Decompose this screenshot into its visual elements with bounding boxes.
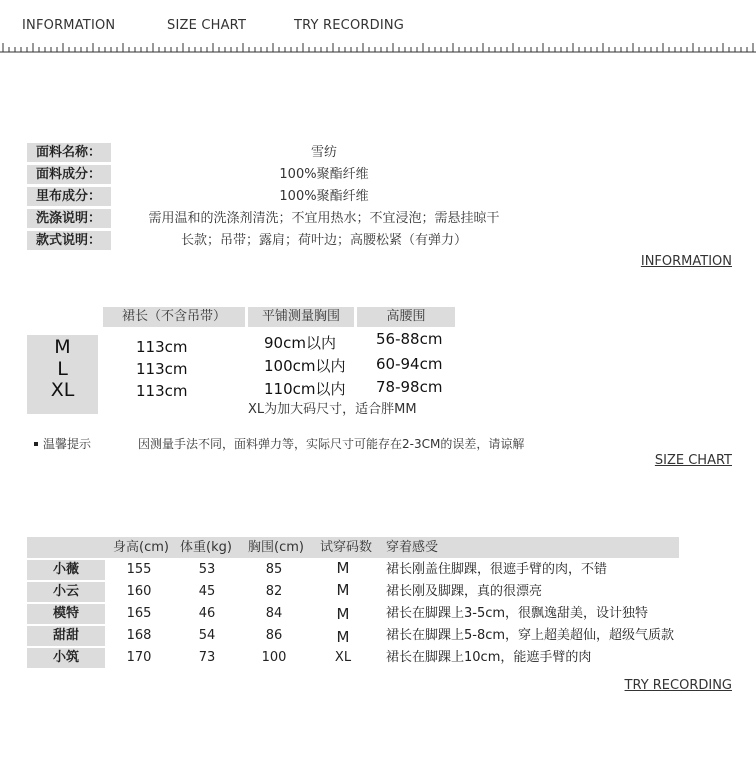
fabric-name-value: 雪纺 xyxy=(310,145,337,160)
rec-row-5-size: XL xyxy=(334,650,352,665)
fabric-name-label: 面料名称： xyxy=(27,143,111,162)
rec-header-feeling: 穿着感受 xyxy=(386,540,439,555)
rec-row-4-weight: 54 xyxy=(198,628,216,643)
rec-header-height: 身高(cm) xyxy=(113,540,169,555)
fabric-composition-value: 100%聚酯纤维 xyxy=(279,167,369,182)
nav-information[interactable]: INFORMATION xyxy=(22,18,116,33)
rec-row-1-height: 155 xyxy=(126,562,152,577)
rec-row-4-bust: 86 xyxy=(265,628,283,643)
rec-row-4-feeling: 裙长在脚踝上5-8cm，穿上超美超仙，超级气质款 xyxy=(386,628,675,643)
rec-row-2-height: 160 xyxy=(126,584,152,599)
style-value: 长款；吊带；露肩；荷叶边；高腰松紧（有弹力） xyxy=(180,233,467,248)
nav-try-recording[interactable]: TRY RECORDING xyxy=(294,18,405,33)
rec-row-3-name: 模特 xyxy=(27,604,105,624)
size-l-waist: 60-94cm xyxy=(376,355,443,373)
rec-row-3-bust: 84 xyxy=(265,606,283,621)
rec-row-1-feeling: 裙长刚盖住脚踝，很遮手臂的肉，不错 xyxy=(386,562,608,577)
fabric-composition-label: 面料成分： xyxy=(27,165,111,184)
washing-label: 洗涤说明： xyxy=(27,209,111,228)
size-xl-bust: 110cm以内 xyxy=(264,380,346,398)
rec-row-3-height: 165 xyxy=(126,606,152,621)
size-m-bust: 90cm以内 xyxy=(264,334,336,352)
size-l-bust: 100cm以内 xyxy=(264,357,346,375)
rec-row-4-size: M xyxy=(336,628,350,646)
rec-row-3-weight: 46 xyxy=(198,606,216,621)
size-m-length: 113cm xyxy=(136,338,188,356)
size-header-length: 裙长（不含吊带） xyxy=(103,307,245,327)
size-xl-waist: 78-98cm xyxy=(376,378,443,396)
rec-row-1-weight: 53 xyxy=(198,562,216,577)
size-chart-caption: SIZE CHART xyxy=(654,453,732,468)
size-m-waist: 56-88cm xyxy=(376,330,443,348)
rec-row-2-feeling: 裙长刚及脚踝，真的很漂亮 xyxy=(386,584,543,599)
ruler-divider xyxy=(0,42,756,54)
rec-row-5-bust: 100 xyxy=(261,650,287,665)
rec-row-1-name: 小薇 xyxy=(27,560,105,580)
size-header-waist: 高腰围 xyxy=(357,307,455,327)
rec-header-size: 试穿码数 xyxy=(320,540,373,555)
size-m: M xyxy=(54,336,71,358)
tip-label: 温馨提示 xyxy=(43,437,92,451)
rec-row-5-name: 小筑 xyxy=(27,648,105,668)
rec-row-1-bust: 85 xyxy=(265,562,283,577)
style-label: 款式说明： xyxy=(27,231,111,250)
rec-row-2-weight: 45 xyxy=(198,584,216,599)
try-recording-caption: TRY RECORDING xyxy=(624,678,732,693)
rec-row-1-size: M xyxy=(336,559,350,577)
size-note: XL为加大码尺寸，适合胖MM xyxy=(248,402,417,417)
rec-row-2-bust: 82 xyxy=(265,584,283,599)
rec-row-3-size: M xyxy=(336,605,350,623)
rec-row-4-height: 168 xyxy=(126,628,152,643)
lining-composition-value: 100%聚酯纤维 xyxy=(279,189,369,204)
size-xl-length: 113cm xyxy=(136,382,188,400)
rec-row-5-height: 170 xyxy=(126,650,152,665)
rec-row-5-weight: 73 xyxy=(198,650,216,665)
rec-header-weight: 体重(kg) xyxy=(180,540,232,555)
rec-row-3-feeling: 裙长在脚踝上3-5cm，很飘逸甜美，设计独特 xyxy=(386,606,649,621)
rec-row-5-feeling: 裙长在脚踝上10cm，能遮手臂的肉 xyxy=(386,650,592,665)
rec-header-bust: 胸围(cm) xyxy=(248,540,304,555)
lining-composition-label: 里布成分： xyxy=(27,187,111,206)
bullet-icon xyxy=(34,442,38,446)
size-l: L xyxy=(57,358,68,380)
nav-size-chart[interactable]: SIZE CHART xyxy=(167,18,247,33)
size-xl: XL xyxy=(50,379,75,401)
size-header-bust: 平铺测量胸围 xyxy=(248,307,354,327)
size-l-length: 113cm xyxy=(136,360,188,378)
information-caption: INFORMATION xyxy=(640,254,732,269)
washing-value: 需用温和的洗涤剂清洗；不宜用热水；不宜浸泡；需悬挂晾干 xyxy=(148,211,500,226)
tip-text: 因测量手法不同，面料弹力等，实际尺寸可能存在2-3CM的误差，请谅解 xyxy=(138,437,525,451)
rec-row-4-name: 甜甜 xyxy=(27,626,105,646)
rec-row-2-name: 小云 xyxy=(27,582,105,602)
rec-row-2-size: M xyxy=(336,581,350,599)
